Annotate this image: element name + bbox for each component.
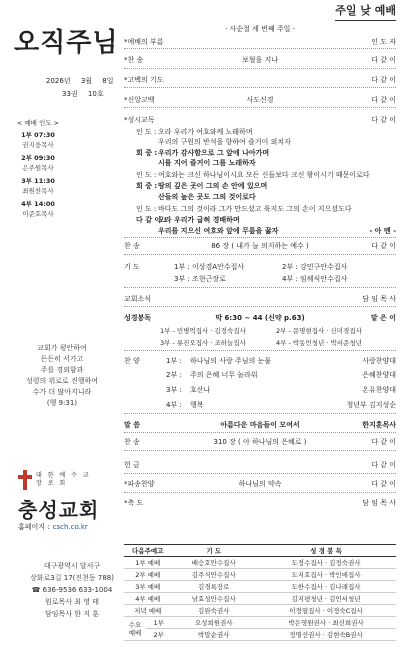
table-row: 2부 박말순권사 정명선권사 · 김현숙B권사	[124, 629, 396, 641]
bulletin-title: 오직주님	[14, 28, 119, 58]
table-row: 수요 예배 1부 오성희원권사 박은영원권사 · 최선희권사	[124, 617, 396, 629]
homepage: 홈페이지 : csch.co.kr	[18, 523, 88, 531]
bulletin-date: 2026년 3월 8일	[46, 77, 114, 85]
order-of-service: 주일 낮 예배 · 사순절 세 번째 주일 · *예배의 부름 인 도 자 *찬 송 보혈을 지나 다 같 이 *고백의 기도 다 같 이 *신앙고백 사도신경 다 같 이 *성시교독 다 같 이 인 도 : 오라 우리가 여호와께 노래하며 우리의 구원의 반석을 향하여 즐거이 외치자 회 중 : 우리가 감사함으로 그 앞에 나아가며 시를 지어 즐거이 그를 노래하자 인 도 : 여호와는 크신 하나님이시요 모든 신들보다 크신 왕이시기 때문이로다 회 중 : 땅의 깊은 곳이 그의 손 안에 있으며 산들의 높은 곳도 그의 것이로다 인 도 : 바다도 그의 것이라 그가 만드셨고 육지도 그의 손이 지으셨도다 다 같 이 : 오라 우리가 굽혀 경배하며 우리를 지으신 여호와 앞에 무릎을 꿇자 - 아 멘 - 찬 송 86 장 ( 내가 늘 의지하는 예수 ) 다 같 이 기 도 1부 : 이상경A안수집사 2부 : 강민구안수집사 3부 : 조현근장로 4부 : 임해식안수집사 교회소식 담 임 목 사 성경봉독 막 6:30 ~ 44 (신약 p.63) 맡 은 이 1부 - 민병억집사 · 김정숙집사 2부 - 문명현집사 · 신미경집사 3부 - 류진오집사 · 조하늘집사 4부 - 박동민청년 · 박서준청년 찬 양 1부 : 하나님의 사랑 주님의 눈물 사랑찬양대 2부 : 주의 은혜 너무 놀라워 은혜찬양대 3부 : 호산나 온유찬양대 4부 : 행복 청년부 김지성순 말 씀 아름다운 마음들이 모여서 한지훈목사 찬 송 310 장 ( 아 하나님의 은혜로 ) 다 같 이 헌 금 다 같 이 *파송찬양 하나님의 약속 다 같 이 *축 도 담 임 목 사	[124, 4, 396, 507]
schedule-header: 다음주예고 기 도 성 경 봉 독	[124, 545, 396, 557]
church-name: 충성교회	[18, 498, 100, 522]
bulletin-volume: 33권 10호	[62, 90, 104, 98]
table-row: 1부 예배 배승호안수집사 도정수집사 · 김정숙권사	[124, 557, 396, 569]
schedule-table	[124, 544, 396, 641]
church-address: 대구광역시 달서구 상화로3길 17(진천동 788) ☎ 636-9536 633-1004 원로목사 최 영 태 담임목사 한 지 훈	[30, 562, 114, 618]
table-row: 저녁 예배 김완숙권사 이정열집사 · 이정숙C집사	[124, 605, 396, 617]
homepage-link[interactable]: csch.co.kr	[52, 523, 88, 531]
service-header: 주일 낮 예배	[335, 2, 396, 21]
table-row: 4부 예배 남효성안수집사 김지평청년 · 김민서청년	[124, 593, 396, 605]
table-row: 3부 예배 김경록장로 도한수집사 · 김나래집사	[124, 581, 396, 593]
next-week-schedule	[124, 540, 396, 650]
worship-leaders: < 예배 인도 > 1부 07:30 권지웅목사 2부 09:30 은주원목사 3부 11:30 최원찬목사 4부 14:00 이준호목사	[8, 118, 68, 222]
theme-verse: 교회가 평안하여 든든히 서가고 주를 경외함과 성령의 위로로 진행하여 수가 더 많아지니라 (행 9:31)	[25, 344, 99, 407]
denomination-logo: 대 한 예 수 교 장 로 회	[18, 470, 91, 490]
left-sidebar	[0, 0, 122, 650]
lent-title: · 사순절 세 번째 주일 ·	[225, 25, 295, 33]
cross-icon	[18, 470, 32, 490]
table-row: 2부 예배 김주식안수집사 도지호집사 · 박인애집사	[124, 569, 396, 581]
worship-leaders-header: < 예배 인도 >	[16, 119, 60, 127]
